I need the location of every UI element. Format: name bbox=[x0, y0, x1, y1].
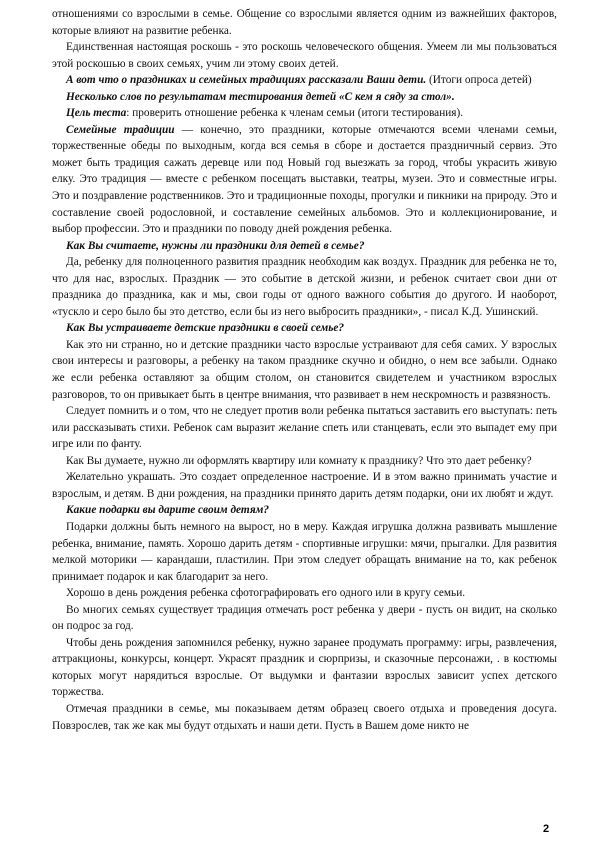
paragraph bbox=[52, 122, 557, 238]
paragraph: Единственная настоящая роскошь - это роскошь человеческого общения. Умеем ли мы пользоваться этой роскошью в своих семьях, учим ли этому своих детей. bbox=[52, 41, 557, 70]
paragraph: Подарки должны быть немного на вырост, но в меру. Каждая игрушка должна развивать мышление ребенка, внимание, память. Хорошо дарить детям - спортивные игрушки: мячи, прыгалки. Для развития мелкой моторики — карандаши, пластилин. При этом следует обращать внимание на то, как ребенок принимает подарок и как благодарит за него. bbox=[52, 520, 557, 583]
paragraph: Желательно украшать. Это создает определенное настроение. И в этом важно принимать участие и взрослым, и детям. В дни рождения, на праздники принято дарить детям подарки, они их любят и ждут. bbox=[52, 471, 557, 500]
emphasis-heading: Цель теста bbox=[66, 107, 127, 120]
question-heading: Какие подарки вы дарите своим детям? bbox=[66, 504, 270, 517]
emphasis-heading: Семейные традиции bbox=[66, 123, 175, 136]
paragraph-text: — конечно, это праздники, которые отмечаются всеми членами семьи, торжественные обеды по выходным, когда вся семья в сборе и достается праздничный сервиз. Это может быть традиция сажать деревце или под Новый год выезжать за город, чтобы украсить живую елку. Это традиция — вместе с ребенком посещать выставки, театры, музеи. Это и совместные игры. Это и поздравление родственников. Это и традиционные походы, прогулки и пикники на природу. Это и составление своей родословной, и составление семейных альбомов. Это и коллекционирование, и выбор профессии. Это и праздники по поводу дней рождения ребенка. bbox=[52, 123, 557, 236]
paragraph: Да, ребенку для полноценного развития праздник необходим как воздух. Праздник для ребенка не то, что для нас, взрослых. Праздник — это событие в детской жизни, и ребенок считает свои дни от праздника до праздника, как и мы, свои годы от одного важного события до другого. И наоборот, «тускло и серо было бы это детство, если бы из него выбросить праздники», - писал К.Д. Ушинский. bbox=[52, 256, 557, 318]
paragraph: Отмечая праздники в семье, мы показываем детям образец своего отдыха и проведения досуга. Повзрослев, так же как мы будут отдыхать и наши дети. Пусть в Вашем доме никто не bbox=[52, 702, 557, 732]
paragraph: Во многих семьях существует традиция отмечать рост ребенка у двери - пусть он видит, на сколько он подрос за год. bbox=[52, 603, 557, 633]
question-heading: Как Вы считаете, нужны ли праздники для детей в семье? bbox=[66, 239, 365, 252]
paragraph: Как это ни странно, но и детские праздники часто взрослые устраивают для себя самих. У взрослых свои интересы и разговоры, а ребенку на таком празднике скучно и обидно, о нем все забыли. Однако же если ребенка оставляют за общим столом, он становится свидетелем и участником взрослых разговоров, то он привыкает быть в центре внимания, что развивает в нем нескромность и развязность. bbox=[52, 338, 557, 401]
paragraph-text: : проверить отношение ребенка к членам семьи (итоги тестирования). bbox=[126, 107, 464, 120]
paragraph bbox=[52, 72, 557, 89]
paragraph: Чтобы день рождения запомнился ребенку, нужно заранее продумать программу: игры, развлечения, аттракционы, конкурсы, концерт. Украсят праздник и сюрпризы, и сказочные персонажи, . в костюмы которых могут нарядиться взрослые. От выдумки и фантазии взрослых зависит успех детского торжества. bbox=[52, 636, 557, 699]
page-number: 2 bbox=[543, 823, 550, 835]
emphasis-heading: Несколько слов по результатам тестирования детей «С кем я сяду за стол». bbox=[66, 90, 455, 103]
question-heading: Как Вы устраиваете детские праздники в своей семье? bbox=[66, 322, 345, 335]
paragraph: отношениями со взрослыми в семье. Общение со взрослыми является одним из важнейших факторов, которые влияют на развитие ребенка. bbox=[52, 8, 557, 37]
paragraph: Хорошо в день рождения ребенка сфотографировать его одного или в кругу семьи. bbox=[66, 587, 466, 600]
paragraph bbox=[52, 105, 557, 122]
paragraph bbox=[52, 89, 557, 106]
paragraph: Как Вы думаете, нужно ли оформлять квартиру или комнату к празднику? Что это дает ребенку? bbox=[66, 454, 532, 467]
document-page bbox=[52, 6, 557, 734]
paragraph-text: (Итоги опроса детей) bbox=[426, 74, 532, 87]
emphasis-heading: А вот что о праздниках и семейных традициях рассказали Ваши дети. bbox=[66, 74, 427, 87]
paragraph: Следует помнить и о том, что не следует против воли ребенка пытаться заставить его выступать: петь или рассказывать стихи. Ребенок сам выразит желание спеть или станцевать, если это выпадет ему при игре или по фанту. bbox=[52, 405, 557, 451]
